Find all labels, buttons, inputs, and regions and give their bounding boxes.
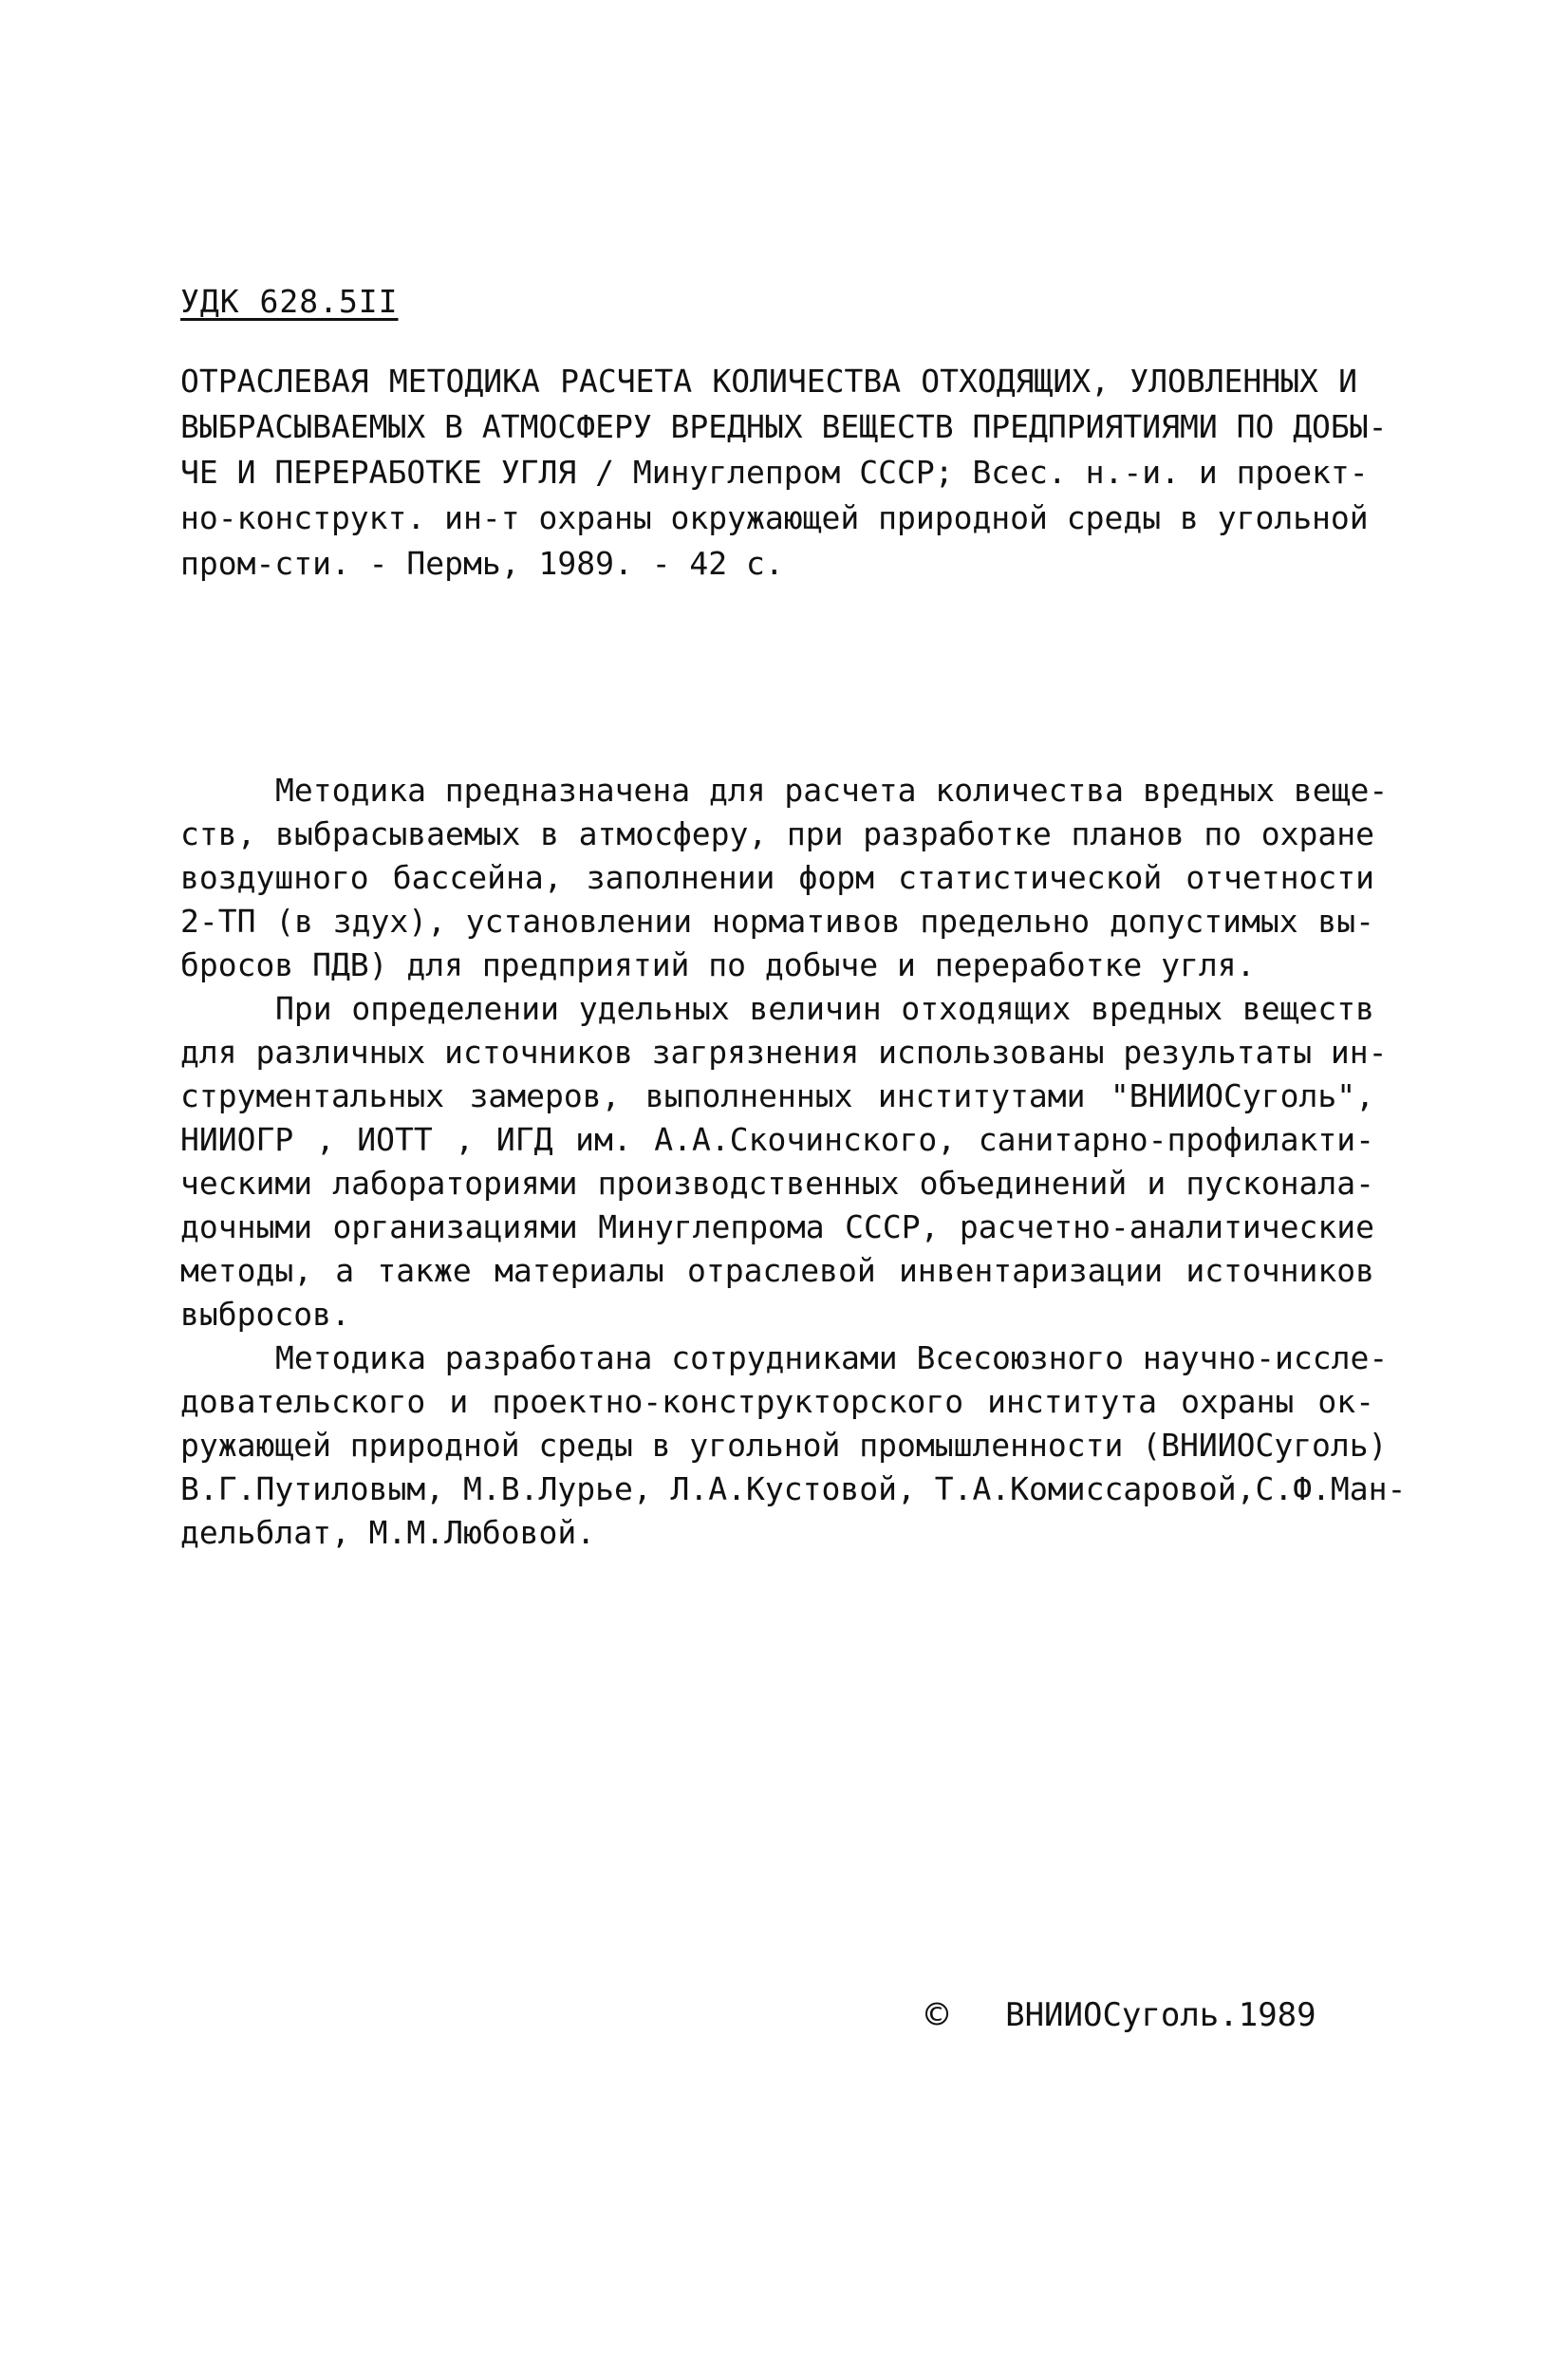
abstract-paragraph-purpose <box>180 769 1389 987</box>
text-line: дельблат, М.М.Любовой. <box>180 1514 596 1551</box>
biblio-line: но-конструкт. ин-т охраны окружающей природной среды в угольной <box>180 499 1369 536</box>
copyright-notice <box>925 1993 1316 2037</box>
text-line: методы, а также материалы отраслевой инвентаризации источников <box>180 1252 1374 1289</box>
copyright-icon: © <box>925 1993 949 2037</box>
text-line: При определении удельных величин отходящих вредных веществ <box>275 990 1374 1027</box>
abstract-paragraph-sources <box>180 987 1388 1336</box>
biblio-line: ОТРАСЛЕВАЯ МЕТОДИКА РАСЧЕТА КОЛИЧЕСТВА ОТХОДЯЩИХ, УЛОВЛЕННЫХ И <box>180 363 1357 400</box>
text-line: В.Г.Путиловым, М.В.Лурье, Л.А.Кустовой, Т.А.Комиссаровой,С.Ф.Ман- <box>180 1470 1407 1507</box>
text-line: Методика разработана сотрудниками Всесоюзного научно-иссле- <box>275 1339 1389 1376</box>
text-line: дочными организациями Минуглепрома СССР, расчетно-аналитические <box>180 1208 1374 1245</box>
copyright-text: ВНИИОСуголь.1989 <box>1005 1996 1316 2034</box>
text-line: ств, выбрасываемых в атмосферу, при разработке планов по охране <box>180 815 1374 852</box>
biblio-line: ВЫБРАСЫВАЕМЫХ В АТМОСФЕРУ ВРЕДНЫХ ВЕЩЕСТВ ПРЕДПРИЯТИЯМИ ПО ДОБЫ- <box>180 408 1388 445</box>
text-line: 2-ТП (в здух), установлении нормативов предельно допустимых вы- <box>180 903 1374 940</box>
udk-code: УДК 628.5II <box>180 283 399 320</box>
biblio-line: ЧЕ И ПЕРЕРАБОТКЕ УГЛЯ / Минуглепром СССР; Всес. н.-и. и проект- <box>180 454 1369 491</box>
bibliographic-description <box>180 359 1388 587</box>
abstract <box>180 769 1407 1555</box>
text-line: Методика предназначена для расчета количества вредных веще- <box>275 772 1389 809</box>
text-line: для различных источников загрязнения использованы результаты ин- <box>180 1034 1388 1071</box>
text-line: довательского и проектно-конструкторского института охраны ок- <box>180 1383 1374 1420</box>
abstract-paragraph-authors <box>180 1336 1407 1555</box>
text-line: воздушного бассейна, заполнении форм статистической отчетности <box>180 859 1374 896</box>
text-line: НИИОГР , ИОТТ , ИГД им. А.А.Скочинского, санитарно-профилакти- <box>180 1121 1374 1158</box>
text-line: ческими лабораториями производственных объединений и пусконала- <box>180 1165 1374 1202</box>
text-line: ружающей природной среды в угольной промышленности (ВНИИОСуголь) <box>180 1427 1388 1464</box>
text-line: струментальных замеров, выполненных институтами "ВНИИОСуголь", <box>180 1077 1374 1114</box>
text-line: выбросов. <box>180 1296 350 1333</box>
biblio-line: пром-сти. - Пермь, 1989. - 42 с. <box>180 545 784 582</box>
text-line: бросов ПДВ) для предприятий по добыче и переработке угля. <box>180 946 1256 983</box>
